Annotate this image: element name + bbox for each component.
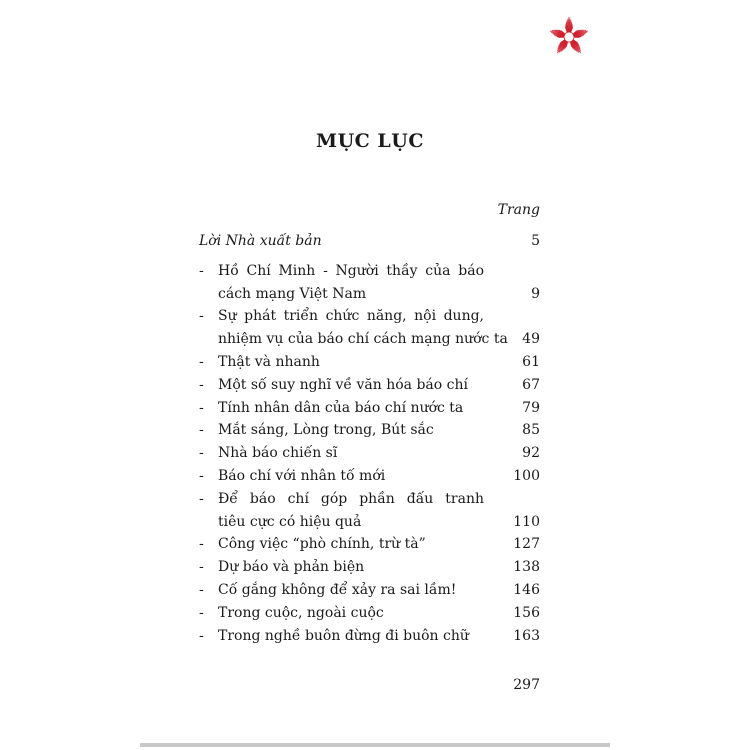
dash-bullet: - [199,262,204,279]
toc-entry-title: cách mạng Việt Nam [218,285,367,302]
bottom-divider [140,743,610,747]
toc-entry[interactable] [199,602,540,625]
toc-entry-page: 110 [513,513,540,530]
dash-bullet: - [199,467,204,484]
toc-entry-title: Sự phát triển chức năng, nội dung, [218,308,484,325]
dash-bullet: - [199,559,204,576]
toc-entry-page: 156 [513,604,540,621]
toc-entry-page: 79 [522,399,540,416]
dash-bullet: - [199,627,204,644]
toc-entry[interactable] [199,351,540,374]
toc-entry[interactable] [199,442,540,465]
toc-intro-entry[interactable] [199,230,540,253]
toc-entry-page: 127 [513,536,540,553]
toc-entry-title: tiêu cực có hiệu quả [218,513,362,530]
dash-bullet: - [199,581,204,598]
dash-bullet: - [199,308,204,325]
toc-entry-title: Nhà báo chiến sĩ [218,445,338,462]
toc-entry[interactable] [199,465,540,488]
toc-entry-page: 138 [513,559,540,576]
toc-entry-page: 61 [522,353,540,370]
toc-entry[interactable] [199,488,540,511]
toc-entry-title: Công việc “phò chính, trừ tà” [218,536,426,553]
toc-entry-title: Trong nghề buôn đừng đi buôn chữ [218,627,469,644]
page-title: MỤC LỤC [316,130,424,152]
toc-entry-title: Dự báo và phản biện [218,559,365,576]
toc-entry-title: Tính nhân dân của báo chí nước ta [218,399,464,416]
dash-bullet: - [199,376,204,393]
toc-entry-page: 9 [531,285,540,302]
toc-entry[interactable] [199,328,540,351]
toc-entry-page: 163 [513,627,540,644]
dash-bullet: - [199,445,204,462]
toc-entry-title: Một số suy nghĩ về văn hóa báo chí [218,376,468,393]
dash-bullet: - [199,399,204,416]
toc-entry-page: 146 [513,581,540,598]
toc-entry[interactable] [199,625,540,648]
toc-entry-title: Báo chí với nhân tố mới [218,467,386,484]
toc-entry-page: 49 [522,331,540,348]
toc-entry-title: Trong cuộc, ngoài cuộc [218,604,384,621]
toc-entry[interactable] [199,397,540,420]
toc-entry[interactable] [199,533,540,556]
toc-entry-page: 92 [522,445,540,462]
toc-entry-page: 67 [522,376,540,393]
dash-bullet: - [199,490,204,507]
toc-entry[interactable] [199,579,540,602]
star-logo-icon [547,15,591,59]
toc-entry-title: Mắt sáng, Lòng trong, Bút sắc [218,422,434,439]
toc-entry[interactable] [199,511,540,534]
toc-entry-page: 5 [531,233,540,249]
page-number: 297 [513,677,540,693]
toc-entry[interactable] [199,260,540,283]
toc-entry-page: 85 [522,422,540,439]
table-of-contents [199,230,540,647]
toc-entry-title: nhiệm vụ của báo chí cách mạng nước ta [218,331,508,348]
toc-entry[interactable] [199,374,540,397]
toc-entry[interactable] [199,556,540,579]
dash-bullet: - [199,353,204,370]
dash-bullet: - [199,422,204,439]
toc-entry-title: Hồ Chí Minh - Người thầy của báo [218,262,484,279]
toc-entry-title: Lời Nhà xuất bản [199,233,322,249]
toc-entry-page: 100 [513,467,540,484]
toc-entry-title: Cố gắng không để xảy ra sai lầm! [218,581,457,598]
page-column-header: Trang [497,202,540,218]
toc-entry[interactable] [199,305,540,328]
toc-entry-title: Thật và nhanh [218,353,320,370]
toc-entry[interactable] [199,419,540,442]
dash-bullet: - [199,536,204,553]
toc-entry[interactable] [199,283,540,306]
dash-bullet: - [199,604,204,621]
toc-entry-title: Để báo chí góp phần đấu tranh [218,490,484,507]
